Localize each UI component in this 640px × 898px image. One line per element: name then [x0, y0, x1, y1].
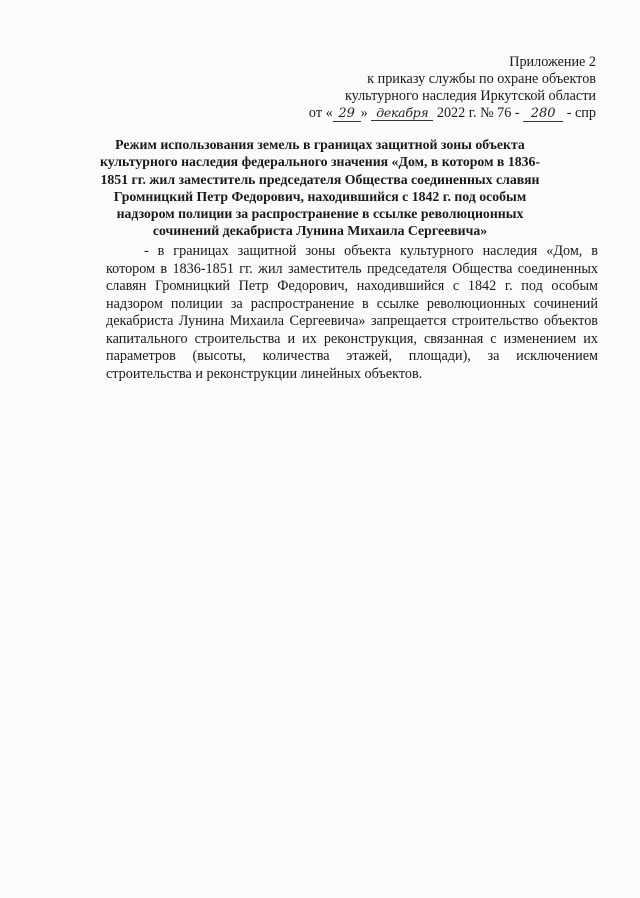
handwritten-month: декабря	[371, 106, 433, 121]
order-date-prefix: от «	[308, 105, 333, 121]
appendix-header	[309, 54, 596, 122]
order-date-number	[309, 105, 596, 122]
appendix-number: Приложение 2	[509, 54, 596, 70]
handwritten-order-number: 280	[523, 107, 563, 122]
regime-paragraph: - в границах защитной зоны объекта культурного наследия «Дом, в котором в 1836-1851 гг. жил заместитель председателя Общества соединенных славян Громницкий Петр Федорович, находившийся с 1842 г. под особым надзором полиции за распространение в ссылке революционных сочинений декабриста Лунина Михаила Сергеевича» запрещается строительство объектов капитального строительства и их реконструкция, связанная с изменением их параметров (высоты, количества этажей, площади), за исключением строительства и реконструкции линейных объектов.	[106, 243, 598, 382]
issuing-authority: культурного наследия Иркутской области	[344, 88, 596, 104]
order-year-number: 2022 г. № 76 -	[436, 105, 520, 121]
order-reference: к приказу службы по охране объектов	[367, 71, 596, 87]
document-title: Режим использования земель в границах защитной зоны объекта культурного наследия федерального значения «Дом, в котором в 1836-1851 гг. жил заместитель председателя Общества соединенных славян Громницкий Петр Федорович, находившийся с 1842 г. под особым надзором полиции за распространение в ссылке революционных сочинений декабриста Лунина Михаила Сергеевича»	[99, 137, 541, 239]
handwritten-day: 29	[333, 107, 361, 122]
order-suffix: - спр	[566, 105, 596, 121]
order-date-quote: »	[360, 105, 368, 121]
